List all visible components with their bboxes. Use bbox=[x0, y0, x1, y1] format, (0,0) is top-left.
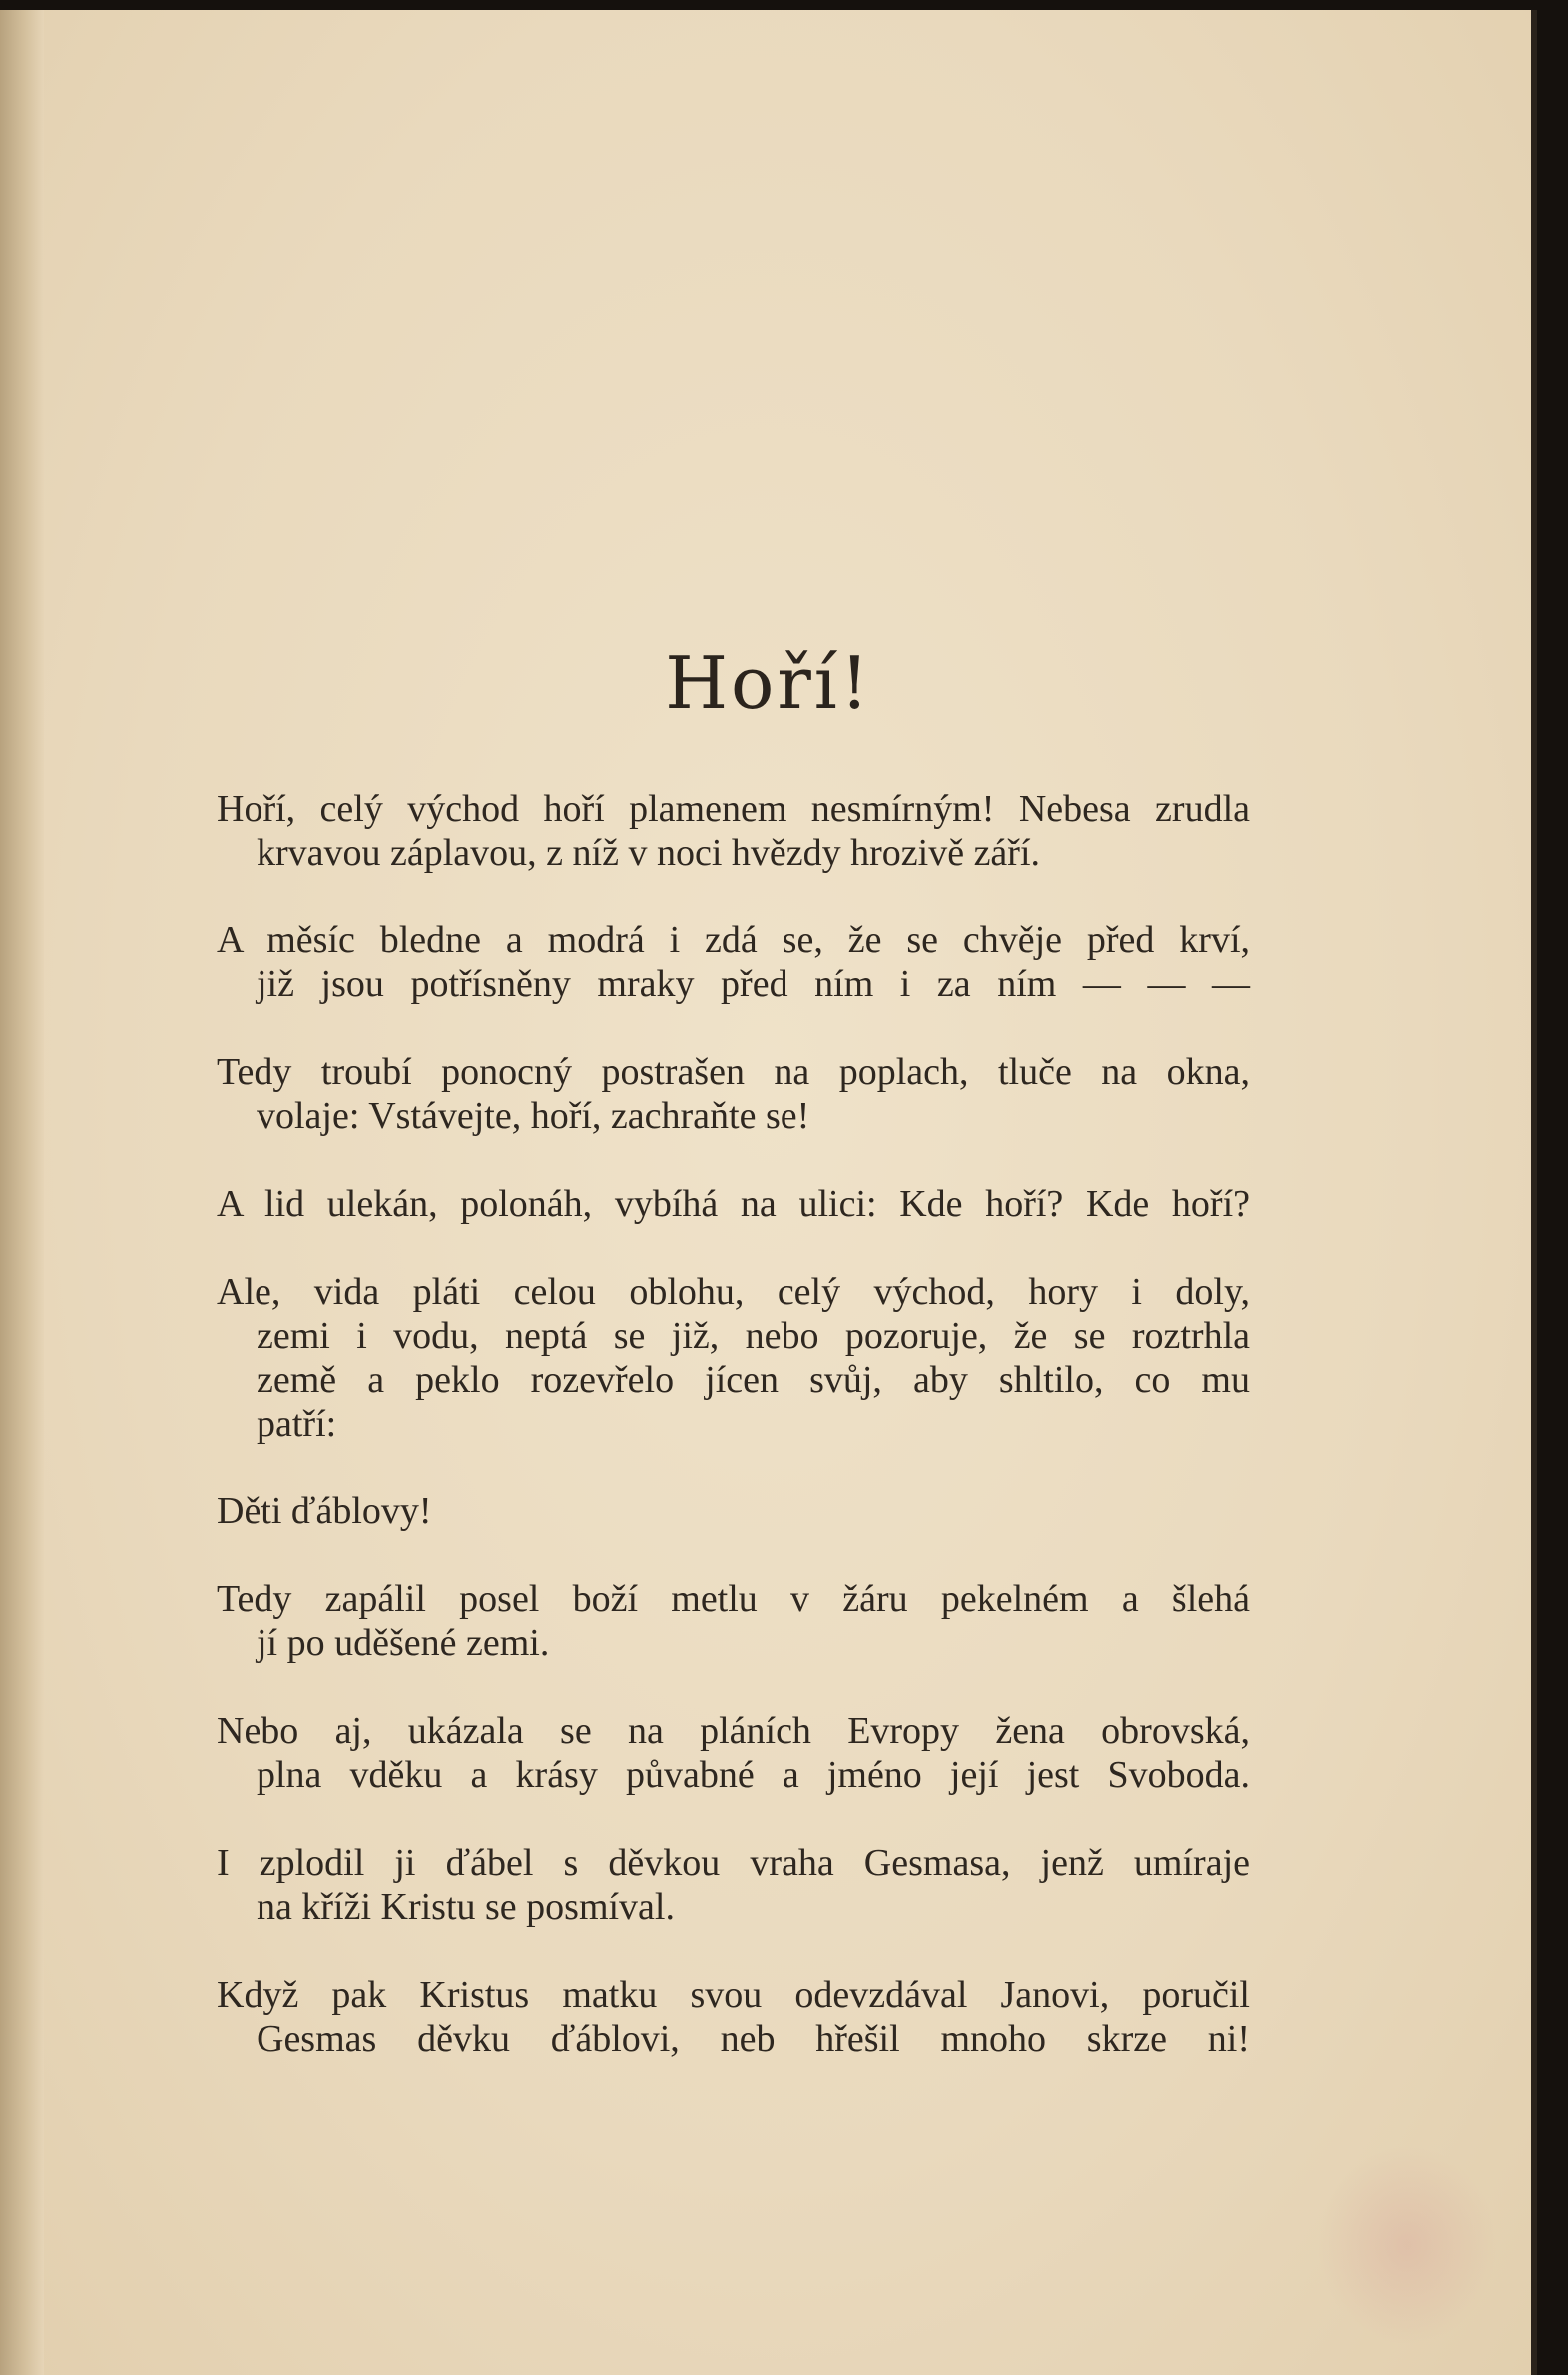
text-line: volaje: Vstávejte, hoří, zachraňte se! bbox=[257, 1095, 810, 1137]
text-line: plna vděku a krásy půvabné a jméno její jest Svoboda. bbox=[257, 1754, 1250, 1796]
paragraph bbox=[217, 1050, 1250, 1138]
paragraph bbox=[217, 1841, 1250, 1929]
body-text bbox=[217, 787, 1250, 2104]
text-line: Nebo aj, ukázala se na pláních Evropy žena obrovská, bbox=[217, 1710, 1250, 1752]
page-title: Hoří! bbox=[665, 641, 872, 725]
paragraph bbox=[217, 1577, 1250, 1665]
paragraph bbox=[217, 1182, 1250, 1226]
text-line: zemi i vodu, neptá se již, nebo pozoruje, že se roztrhla bbox=[257, 1315, 1250, 1357]
text-line: Když pak Kristus matku svou odevzdával Janovi, poručil bbox=[217, 1974, 1250, 2016]
page-spine-shadow bbox=[0, 10, 44, 2375]
text-line: Gesmas děvku ďáblovi, neb hřešil mnoho skrze ni! bbox=[257, 2018, 1250, 2060]
page-edge bbox=[1531, 10, 1537, 2375]
text-line: Děti ďáblovy! bbox=[217, 1490, 432, 1532]
text-line: I zplodil ji ďábel s děvkou vraha Gesmasa, jenž umíraje bbox=[217, 1842, 1250, 1884]
paragraph bbox=[217, 918, 1250, 1006]
text-line: Ale, vida pláti celou oblohu, celý východ, hory i doly, bbox=[217, 1271, 1250, 1313]
page-stain bbox=[1317, 2145, 1497, 2345]
paragraph bbox=[217, 787, 1250, 875]
paragraph bbox=[217, 1489, 1250, 1533]
text-line: již jsou potřísněny mraky před ním i za ním — — — bbox=[257, 963, 1250, 1005]
paragraph bbox=[217, 1270, 1250, 1446]
text-line: A lid ulekán, polonáh, vybíhá na ulici: Kde hoří? Kde hoří? bbox=[217, 1183, 1250, 1225]
paragraph bbox=[217, 1973, 1250, 2061]
text-line: země a peklo rozevřelo jícen svůj, aby shltilo, co mu bbox=[257, 1359, 1250, 1401]
paragraph bbox=[217, 1709, 1250, 1797]
text-line: krvavou záplavou, z níž v noci hvězdy hrozivě září. bbox=[257, 832, 1041, 874]
text-line: A měsíc bledne a modrá i zdá se, že se chvěje před krví, bbox=[217, 919, 1250, 961]
text-line: Tedy troubí ponocný postrašen na poplach, tluče na okna, bbox=[217, 1051, 1250, 1093]
book-page bbox=[0, 10, 1537, 2375]
text-line: Hoří, celý východ hoří plamenem nesmírným! Nebesa zrudla bbox=[217, 788, 1250, 830]
text-line: na kříži Kristu se posmíval. bbox=[257, 1886, 675, 1928]
text-line: jí po uděšené zemi. bbox=[257, 1622, 550, 1664]
text-line: Tedy zapálil posel boží metlu v žáru pekelném a šlehá bbox=[217, 1578, 1250, 1620]
text-line: patří: bbox=[257, 1403, 337, 1445]
